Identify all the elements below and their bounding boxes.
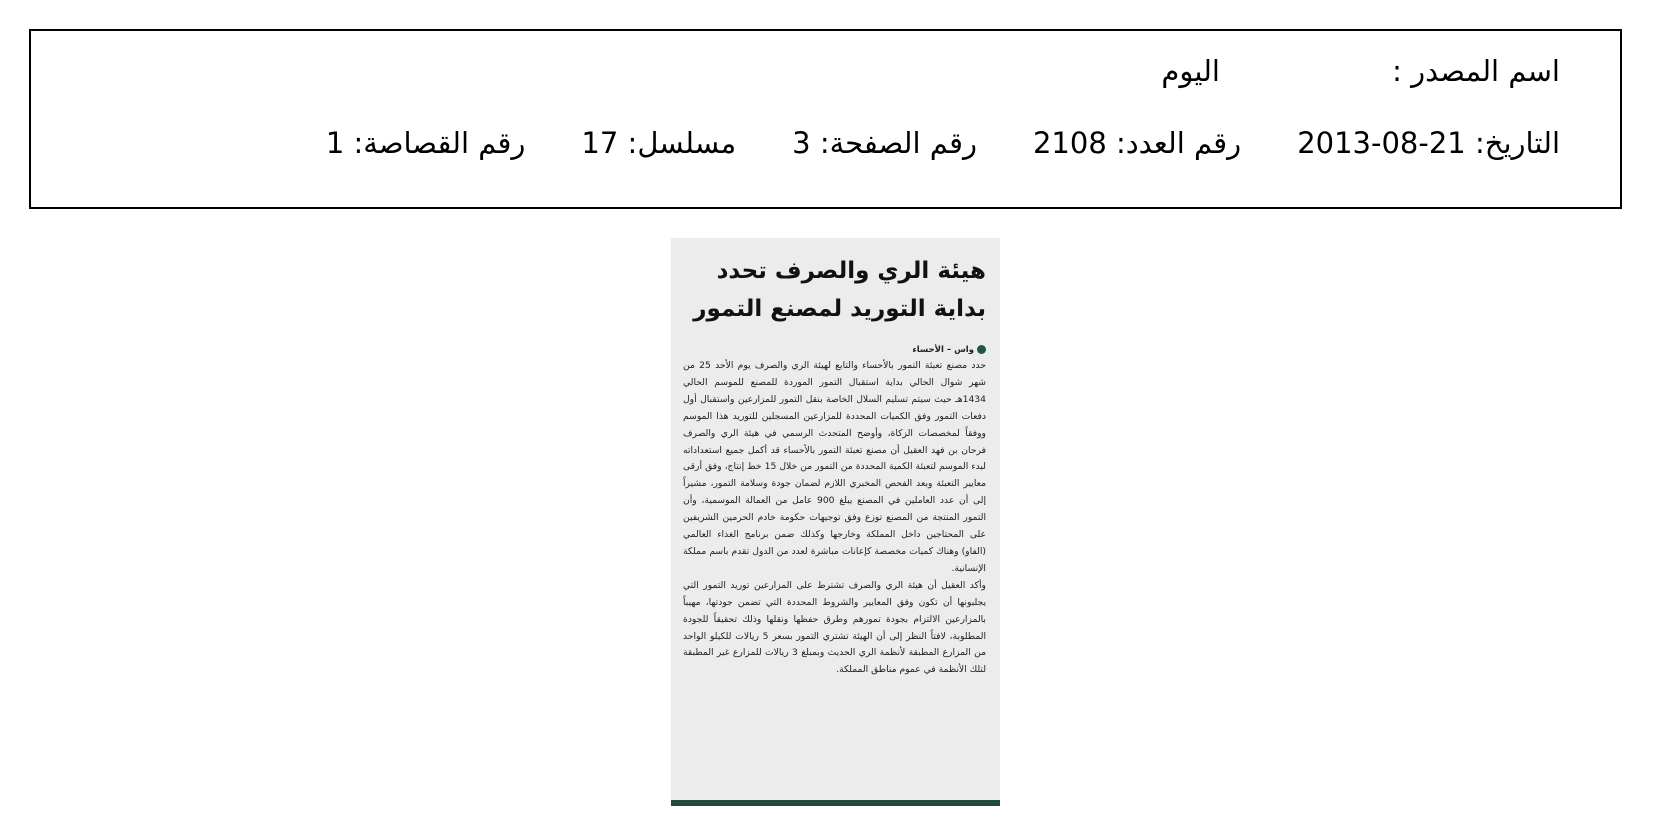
- source-info-box: [29, 29, 1622, 209]
- issue-label: رقم العدد:: [1116, 126, 1242, 160]
- serial-field: [581, 125, 736, 161]
- serial-label: مسلسل:: [627, 126, 737, 160]
- serial-value: 17: [581, 126, 619, 160]
- meta-line: [326, 125, 1560, 161]
- date-field: [1297, 125, 1560, 161]
- article-body: [683, 358, 986, 679]
- date-value: 2013-08-21: [1297, 126, 1466, 160]
- source-label: اسم المصدر :: [1392, 54, 1560, 88]
- page-field: [792, 125, 977, 161]
- article-paragraph-1: حدد مصنع تعبئة التمور بالأحساء والتابع لهيئة الري والصرف يوم الأحد 25 من شهر شوال الحالي بداية استقبال التمور الموردة للمصنع للموسم الحالي 1434هـ حيث سيتم تسليم السلال الخاصة بنقل التمور للمزارعين واستقبال أول دفعات التمور وفق الكميات المحددة للمزارعين المسجلين للتوريد هذا الموسم ووفقاً لمخصصات الزكاة، وأوضح المتحدث الرسمي في هيئة الري والصرف فرحان بن فهد العقيل أن مصنع تعبئة التمور بالأحساء قد أكمل جميع استعداداته لبدء الموسم لتعبئة الكمية المحددة من التمور من خلال 15 خط إنتاج، وفق أرقى معايير التعبئة وبعد الفحص المخبري اللازم لضمان جودة وسلامة التمور، مشيراً إلى أن عدد العاملين في المصنع يبلغ 900 عامل من العمالة الموسمية، وأن التمور المنتجة من المصنع توزع وفق توجيهات حكومة خادم الحرمين الشريفين على المحتاجين داخل المملكة وخارجها وكذلك ضمن برنامج الغذاء العالمي (الفاو) وهناك كميات مخصصة كإعانات مباشرة لعدد من الدول تقدم باسم مملكة الإنسانية.: [683, 360, 986, 574]
- issue-value: 2108: [1032, 126, 1107, 160]
- issue-field: [1033, 125, 1241, 161]
- clipping-bottom-bar: [671, 800, 1000, 806]
- source-value: اليوم: [1161, 54, 1220, 88]
- page-value: 3: [792, 126, 811, 160]
- bullet-dot-icon: [977, 345, 986, 354]
- clip-number-field: [326, 125, 526, 161]
- date-label: التاريخ:: [1474, 126, 1560, 160]
- page-label: رقم الصفحة:: [819, 126, 977, 160]
- article-byline: [683, 344, 986, 356]
- clip-number-label: رقم القصاصة:: [353, 126, 526, 160]
- article-paragraph-2: وأكد العقيل أن هيئة الري والصرف تشترط على المزارعين توريد التمور التي يجلبونها أن تكون وفق المعايير والشروط المحددة التي تضمن جودتها، مهيباً بالمزارعين الالتزام بجودة تمورهم وطرق حفظها ونقلها وذلك تحقيقاً للجودة المطلوبة، لافتاً النظر إلى أن الهيئة تشتري التمور بسعر 5 ريالات للكيلو الواحد من المزارع المطبقة لأنظمة الري الحديث وبمبلغ 3 ريالات للمزارع غير المطبقة لتلك الأنظمة في عموم مناطق المملكة.: [683, 579, 987, 676]
- byline-text: واس – الأحساء: [912, 345, 974, 355]
- article-headline: هيئة الري والصرف تحدد بداية التوريد لمصنع التمور: [693, 258, 986, 322]
- clip-number-value: 1: [325, 126, 345, 160]
- newspaper-clipping: [671, 238, 1000, 806]
